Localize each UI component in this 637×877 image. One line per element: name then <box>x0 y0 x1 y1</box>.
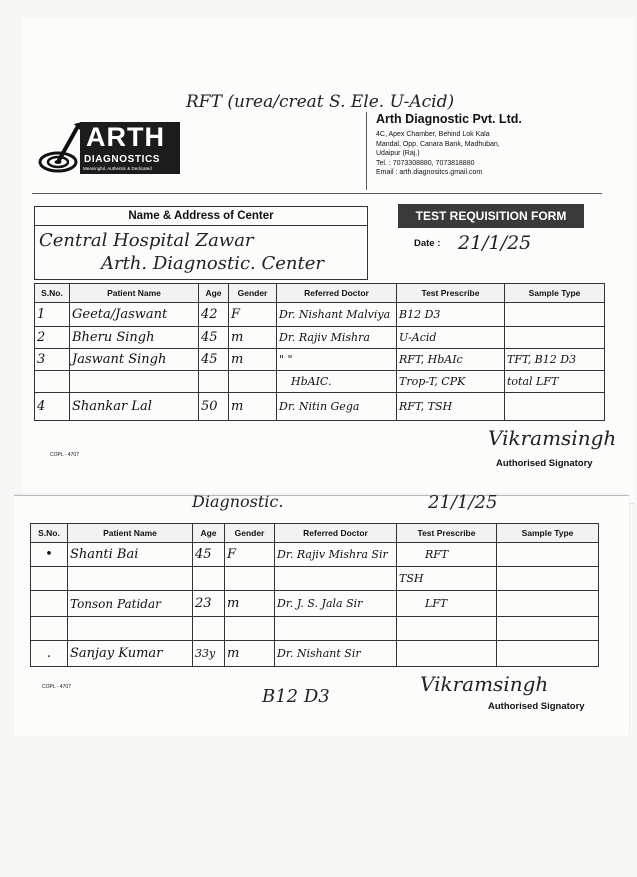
table-row <box>31 617 599 641</box>
cell-sample-type <box>497 617 599 641</box>
company-email: Email : arth.diagnositcs.gmail.com <box>376 169 483 176</box>
cell-gender <box>225 567 275 591</box>
col-test-prescribe: Test Prescribe <box>397 284 505 303</box>
cell-patient-name: Jaswant Singh <box>70 349 199 371</box>
cell-referred-doctor: Dr. Rajiv Mishra Sir <box>275 543 397 567</box>
col-sample-type: Sample Type <box>505 284 605 303</box>
cell-referred-doctor: " " <box>277 349 397 371</box>
signature-bottom: Vikramsingh <box>420 672 549 696</box>
table-header-row <box>35 284 605 303</box>
cell-referred-doctor <box>275 567 397 591</box>
cell-sno <box>31 591 68 617</box>
cell-age: 23 <box>193 591 225 617</box>
center-name: Central Hospital Zawar <box>39 230 254 251</box>
cell-referred-doctor: Dr. Nishant Malviya <box>277 303 397 327</box>
cell-age: 50 <box>199 393 229 421</box>
col-age: Age <box>199 284 229 303</box>
cell-age: 45 <box>199 327 229 349</box>
cell-age <box>193 567 225 591</box>
col-test-prescribe: Test Prescribe <box>397 524 497 543</box>
cell-sample-type <box>497 591 599 617</box>
cell-patient-name <box>68 567 193 591</box>
cell-test-prescribe: RFT, TSH <box>397 393 505 421</box>
cell-gender: m <box>229 393 277 421</box>
col-sno: S.No. <box>35 284 70 303</box>
col-patient-name: Patient Name <box>68 524 193 543</box>
authorised-signatory-bottom: Authorised Signatory <box>488 701 585 712</box>
table-row <box>31 567 599 591</box>
cell-sample-type: total LFT <box>505 371 605 393</box>
cell-sample-type <box>505 327 605 349</box>
date-value: 21/1/25 <box>458 232 532 254</box>
authorised-signatory-top: Authorised Signatory <box>496 458 593 469</box>
cell-sno: 2 <box>35 327 70 349</box>
cell-gender: F <box>225 543 275 567</box>
table-header-row <box>31 524 599 543</box>
cell-age: 45 <box>199 349 229 371</box>
col-gender: Gender <box>229 284 277 303</box>
requisition-table-top <box>34 283 605 421</box>
table-row <box>31 641 599 667</box>
cell-patient-name: Shankar Lal <box>70 393 199 421</box>
center-heading: Name & Address of Center <box>35 207 367 226</box>
cell-gender <box>225 617 275 641</box>
header-rule <box>32 193 602 194</box>
cell-referred-doctor <box>275 617 397 641</box>
cell-sno <box>31 567 68 591</box>
cell-age: 42 <box>199 303 229 327</box>
table-row <box>35 303 605 327</box>
cell-sno <box>35 371 70 393</box>
company-address-1: 4C, Apex Chamber, Behind Lok Kala <box>376 131 490 138</box>
cell-test-prescribe <box>397 617 497 641</box>
table-row <box>35 371 605 393</box>
form-title: TEST REQUISITION FORM <box>398 204 584 228</box>
target-logo-icon <box>38 120 84 178</box>
cell-patient-name: Sanjay Kumar <box>68 641 193 667</box>
cell-patient-name <box>68 617 193 641</box>
col-sno: S.No. <box>31 524 68 543</box>
logo-sub: DIAGNOSTICS <box>84 154 161 165</box>
cell-patient-name: Geeta/Jaswant <box>70 303 199 327</box>
col-age: Age <box>193 524 225 543</box>
cell-sample-type <box>497 567 599 591</box>
cell-referred-doctor: Dr. Rajiv Mishra <box>277 327 397 349</box>
cell-test-prescribe: Trop-T, CPK <box>397 371 505 393</box>
center-address-box <box>34 206 368 280</box>
cell-patient-name: Shanti Bai <box>68 543 193 567</box>
logo-tagline: Meaningful, Authentic & Dedicated <box>83 166 152 171</box>
cell-test-prescribe: TSH <box>397 567 497 591</box>
center-line2: Arth. Diagnostic. Center <box>101 253 325 274</box>
table-row <box>35 327 605 349</box>
logo-word: ARTH <box>86 122 165 152</box>
company-info <box>376 112 616 178</box>
cell-sample-type <box>505 393 605 421</box>
cell-test-prescribe: U-Acid <box>397 327 505 349</box>
cell-patient-name: Tonson Patidar <box>68 591 193 617</box>
col-sample-type: Sample Type <box>497 524 599 543</box>
header-divider <box>366 112 367 190</box>
col-gender: Gender <box>225 524 275 543</box>
cell-test-prescribe: LFT <box>397 591 497 617</box>
table-row <box>35 349 605 371</box>
cell-referred-doctor: HbAIC. <box>277 371 397 393</box>
cell-patient-name <box>70 371 199 393</box>
table-row <box>35 393 605 421</box>
cell-test-prescribe <box>397 641 497 667</box>
cell-sno: 1 <box>35 303 70 327</box>
cell-gender: m <box>225 591 275 617</box>
cell-sno: 4 <box>35 393 70 421</box>
col-referred-doctor: Referred Doctor <box>275 524 397 543</box>
bottom-partial-date: 21/1/25 <box>428 492 498 513</box>
cell-sno: 3 <box>35 349 70 371</box>
col-patient-name: Patient Name <box>70 284 199 303</box>
cell-age <box>199 371 229 393</box>
table-row <box>31 591 599 617</box>
col-referred-doctor: Referred Doctor <box>277 284 397 303</box>
company-tel: Tel. : 7073308880, 7073818880 <box>376 159 475 167</box>
cell-gender <box>229 371 277 393</box>
cell-test-prescribe: B12 D3 <box>397 303 505 327</box>
company-name: Arth Diagnostic Pvt. Ltd. <box>376 112 522 126</box>
cell-test-prescribe: RFT, HbAIc <box>397 349 505 371</box>
company-address-2: Mandal, Opp. Canara Bank, Madhuban, <box>376 140 500 148</box>
company-address-3: Udaipur (Raj.) <box>376 150 420 157</box>
arth-logo <box>38 120 180 178</box>
cell-sample-type: TFT, B12 D3 <box>505 349 605 371</box>
cell-sample-type <box>497 543 599 567</box>
cell-sno: . <box>31 641 68 667</box>
cell-age: 33y <box>193 641 225 667</box>
cell-sno <box>31 617 68 641</box>
copl-number-top: COPL - 4707 <box>50 452 79 458</box>
cell-test-prescribe: RFT <box>397 543 497 567</box>
cell-sno: • <box>31 543 68 567</box>
bottom-partial-center: Diagnostic. <box>192 492 284 511</box>
header-handwritten-note: RFT (urea/creat S. Ele. U-Acid) <box>186 92 455 112</box>
requisition-table-bottom <box>30 523 599 667</box>
cell-age <box>193 617 225 641</box>
table-row <box>31 543 599 567</box>
cell-gender: m <box>229 349 277 371</box>
cell-sample-type <box>497 641 599 667</box>
cell-sample-type <box>505 303 605 327</box>
cell-patient-name: Bheru Singh <box>70 327 199 349</box>
cell-age: 45 <box>193 543 225 567</box>
cell-gender: m <box>229 327 277 349</box>
cell-referred-doctor: Dr. Nitin Gega <box>277 393 397 421</box>
date-label: Date : <box>414 238 441 249</box>
signature-top: Vikramsingh <box>488 426 617 450</box>
cell-gender: m <box>225 641 275 667</box>
copl-number-bottom: COPL - 4707 <box>42 684 71 690</box>
cell-referred-doctor: Dr. Nishant Sir <box>275 641 397 667</box>
cell-gender: F <box>229 303 277 327</box>
cell-referred-doctor: Dr. J. S. Jala Sir <box>275 591 397 617</box>
bottom-handwritten-note: B12 D3 <box>262 686 330 707</box>
